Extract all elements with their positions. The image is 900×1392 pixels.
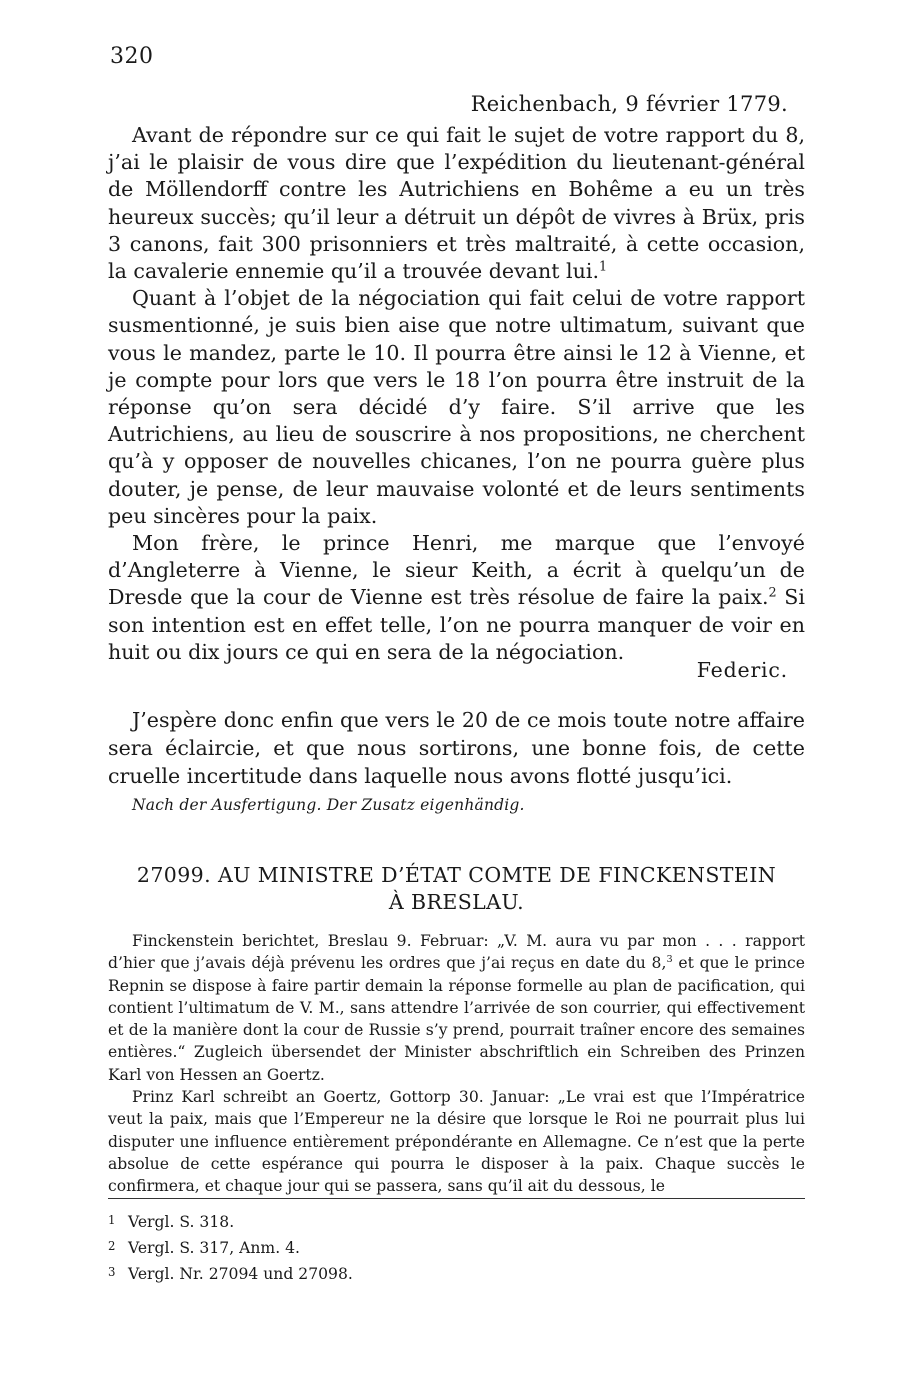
letter-paragraph-text: Si son intention est en effet telle, l’on ne pourra manquer de voir en huit ou dix jours ce qui en sera de la négociation. — [108, 585, 806, 664]
footnote-reference: 1 — [599, 259, 608, 275]
dateline: Reichenbach, 9 février 1779. — [470, 92, 788, 116]
document-heading — [108, 862, 805, 916]
letter-paragraph — [108, 122, 805, 285]
footnote — [108, 1260, 353, 1286]
footnote — [108, 1208, 353, 1234]
editorial-summary — [108, 930, 805, 1198]
footnote-text: Vergl. S. 317, Anm. 4. — [128, 1238, 300, 1257]
letter-paragraph — [108, 530, 805, 666]
footnote-rule — [108, 1198, 805, 1199]
summary-paragraph-text: Finckenstein berichtet, Breslau 9. Februar: „V. M. aura vu par mon . . . rapport d’hier que j’avais déjà prévenu les ordres que j’ai reçus en date du 8, — [108, 932, 805, 973]
footnote-text: Vergl. S. 318. — [128, 1212, 235, 1231]
footnote-reference: 2 — [768, 585, 777, 601]
footnote-mark: 2 — [108, 1238, 116, 1253]
letter-paragraph-text: Avant de répondre sur ce qui fait le sujet de votre rapport du 8, j’ai le plaisir de vous dire que l’expédition du lieutenant-général de Möllendorff contre les Autrichiens en Bohême a eu un très heureux succès; qu’il leur a détruit un dépôt de vivres à Brüx, pris 3 canons, fait 300 prisonniers et très maltraité, à cette occasion, la cavalerie ennemie qu’il a trouvée devant lui. — [108, 123, 805, 284]
letter-body — [108, 122, 805, 666]
page-number: 320 — [110, 44, 154, 69]
footnotes — [108, 1208, 353, 1286]
footnote-mark: 1 — [108, 1213, 116, 1227]
footnote — [108, 1234, 353, 1260]
postscript — [108, 706, 805, 790]
heading-line: 27099. AU MINISTRE D’ÉTAT COMTE DE FINCKENSTEIN — [136, 863, 777, 887]
footnote-text: Vergl. Nr. 27094 und 27098. — [128, 1264, 353, 1283]
summary-paragraph — [108, 930, 805, 1086]
summary-paragraph-text: et que le prince Repnin se dispose à faire partir demain la réponse formelle au plan de pacification, qui contient l’ultimatum de V. M., sans attendre l’arrivée de son courrier, qui effectivement et de la manière dont la cour de Russie s’y prend, pourrait traîner encore des semaines entières.“ Zugleich übersendet der Minister abschriftlich ein Schreiben des Prinzen Karl von Hessen an Goertz. — [108, 954, 805, 1084]
letter-paragraph: Quant à l’objet de la négociation qui fait celui de votre rapport susmentionné, je suis bien aise que notre ultimatum, suivant que vous le mandez, parte le 10. Il pourra être ainsi le 12 à Vienne, et je compte pour lors que vers le 18 l’on pourra être instruit de la réponse qu’on sera décidé d’y faire. S’il arrive que les Autrichiens, au lieu de souscrire à nos propositions, ne cherchent qu’à y opposer de nouvelles chicanes, l’on ne pourra guère plus douter, je pense, de leur mauvaise volonté et de leurs sentiments peu sincères pour la paix. — [108, 286, 805, 528]
signature: Federic. — [696, 658, 788, 682]
heading-line: À BRESLAU. — [388, 890, 525, 914]
footnote-mark: 3 — [108, 1264, 116, 1279]
summary-paragraph: Prinz Karl schreibt an Goertz, Gottorp 30. Januar: „Le vrai est que l’Impératrice veut la paix, mais que l’Empereur ne la désire que lorsque le Roi ne pourrait plus lui disputer une influence entièrement prépondérante en Allemagne. Ce n’est que la perte absolue de cette espérance qui pourra le disposer à la paix. Chaque succès le confirmera, et chaque jour qui se passera, sans qu’il ait du dessous, le — [108, 1088, 805, 1196]
letter-paragraph-text: Mon frère, le prince Henri, me marque que l’envoyé d’Angleterre à Vienne, le sieur Keith, a écrit à quelqu’un de Dresde que la cour de Vienne est très résolue de faire la paix. — [108, 531, 805, 610]
source-note: Nach der Ausfertigung. Der Zusatz eigenhändig. — [132, 796, 525, 814]
postscript-paragraph: J’espère donc enfin que vers le 20 de ce mois toute notre affaire sera éclaircie, et que nous sortirons, une bonne fois, de cette cruelle incertitude dans laquelle nous avons flotté jusqu’ici. — [108, 708, 805, 788]
footnote-reference: 3 — [666, 954, 673, 966]
